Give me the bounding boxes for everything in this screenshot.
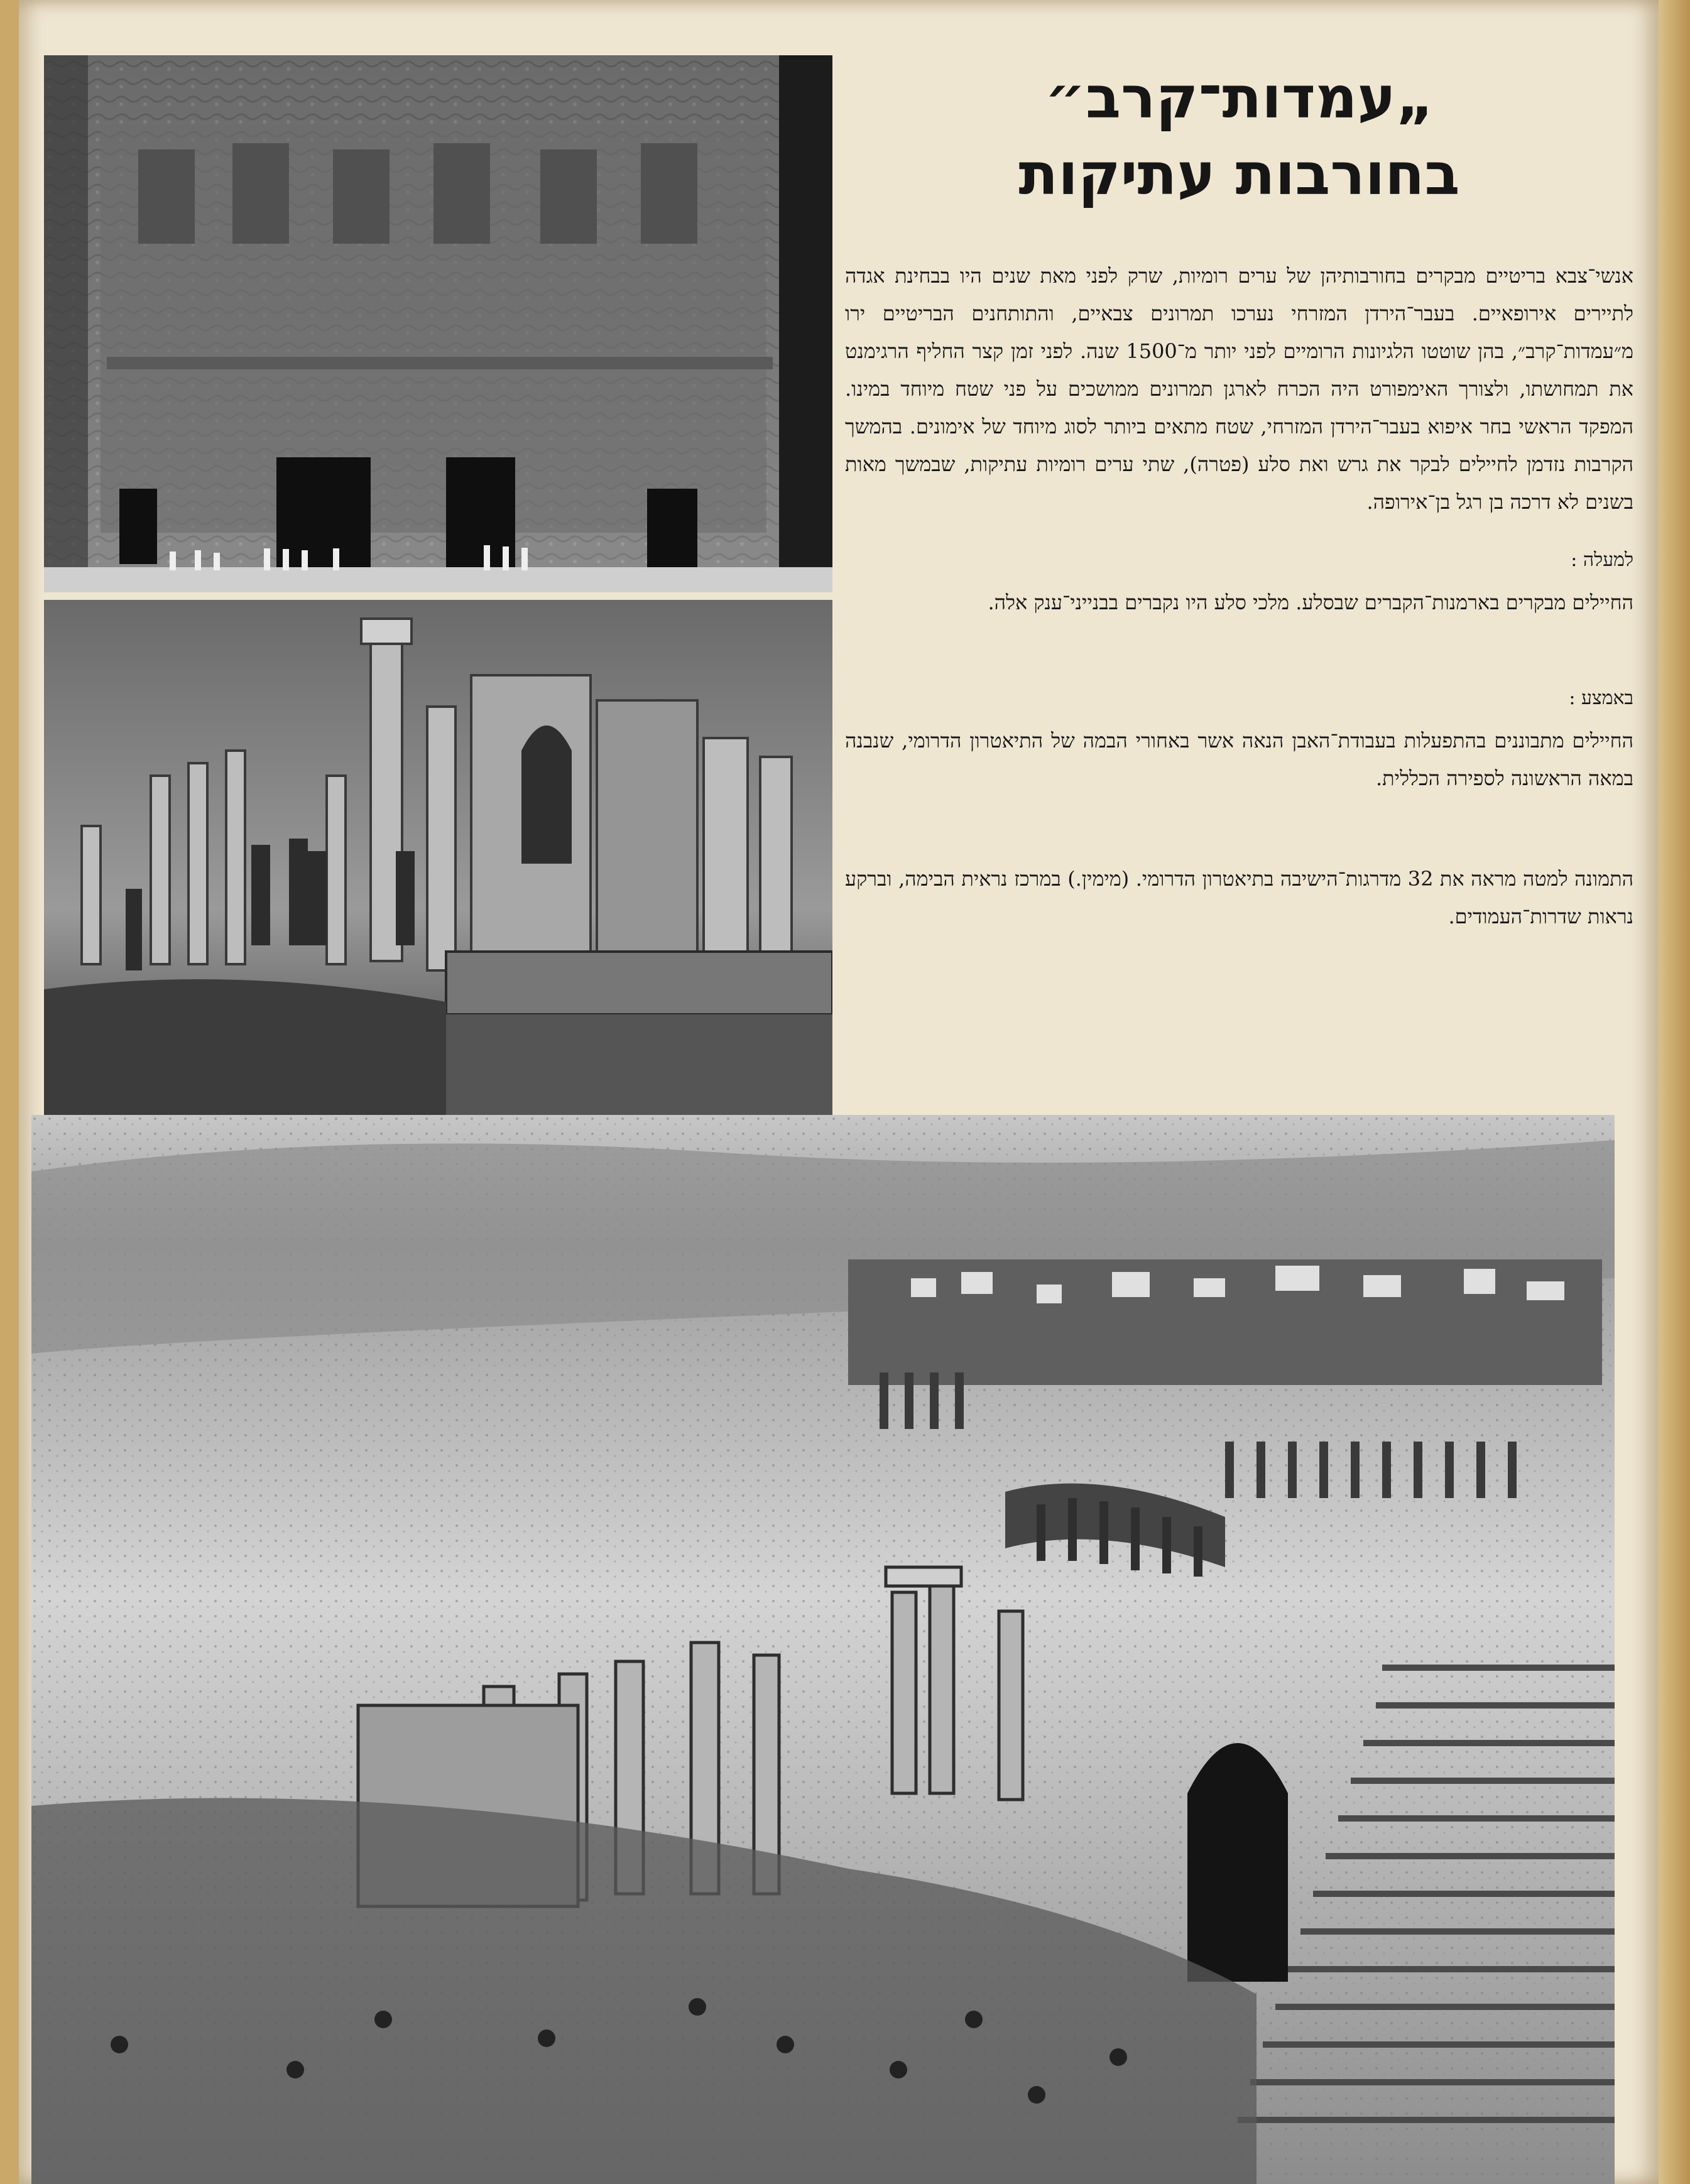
- article-text-column: [845, 60, 1633, 935]
- caption-top-label: למעלה :: [1571, 549, 1633, 571]
- article-headline: [845, 60, 1633, 213]
- caption-middle-text: החיילים מתבוננים בהתפעלות בעבודת־האבן הנאה אשר באחורי הבמה של התיאטרון הדרומי, שנבנה במאה הראשונה לספירה הכללית.: [845, 729, 1633, 790]
- photo-theatre-stonework: [44, 600, 832, 1115]
- page-edge: [1659, 0, 1690, 2184]
- photo-jerash-panorama: [31, 1115, 1615, 2184]
- caption-middle-label: באמצע :: [1569, 687, 1633, 709]
- caption-top-text: החיילים מבקרים בארמנות־הקברים שבסלע. מלכי סלע היו נקברים בבנייני־ענק אלה.: [988, 590, 1633, 614]
- headline-line-1: „עמדות־קרב״: [1044, 64, 1434, 131]
- article-body: אנשי־צבא בריטיים מבקרים בחורבותיהן של ערים רומיות, שרק לפני מאת שנים היו בבחינת אגדה לתיירים אירופאיים. בעבר־הירדן המזרחי נערכו תמרונים צבאיים, והתותחנים הבריטיים ירו מ״עמדות־קרב״, בהן שוטטו הלגיונות הרומיים לפני יותר מ־1500 שנה. לפני זמן קצר החליף הרגימנט את תמחושתו, ולצורך האימפורט היה הכרח לארגן תמרונים ממושכים על פני שטח מיוחד במינו. המפקד הראשי בחר איפוא בעבר־הירדן המזרחי, שטח מתאים ביותר לסוג מיוחד של אימונים. בהמשך הקרבות נזדמן לחיילים לבקר את גרש ואת סלע (פטרה), שתי ערים רומיות עתיקות, שבמשך מאות בשנים לא דרכה בן רגל בן־אירופה.: [845, 264, 1634, 514]
- headline-line-2: בחורבות עתיקות: [1018, 141, 1460, 208]
- photo-petra-tombs: [44, 55, 832, 592]
- caption-bottom-text: התמונה למטה מראה את 32 מדרגות־הישיבה בתיאטרון הדרומי. (מימין.) במרכז נראית הבימה, וברקע נראות שדרות־העמודים.: [845, 867, 1634, 928]
